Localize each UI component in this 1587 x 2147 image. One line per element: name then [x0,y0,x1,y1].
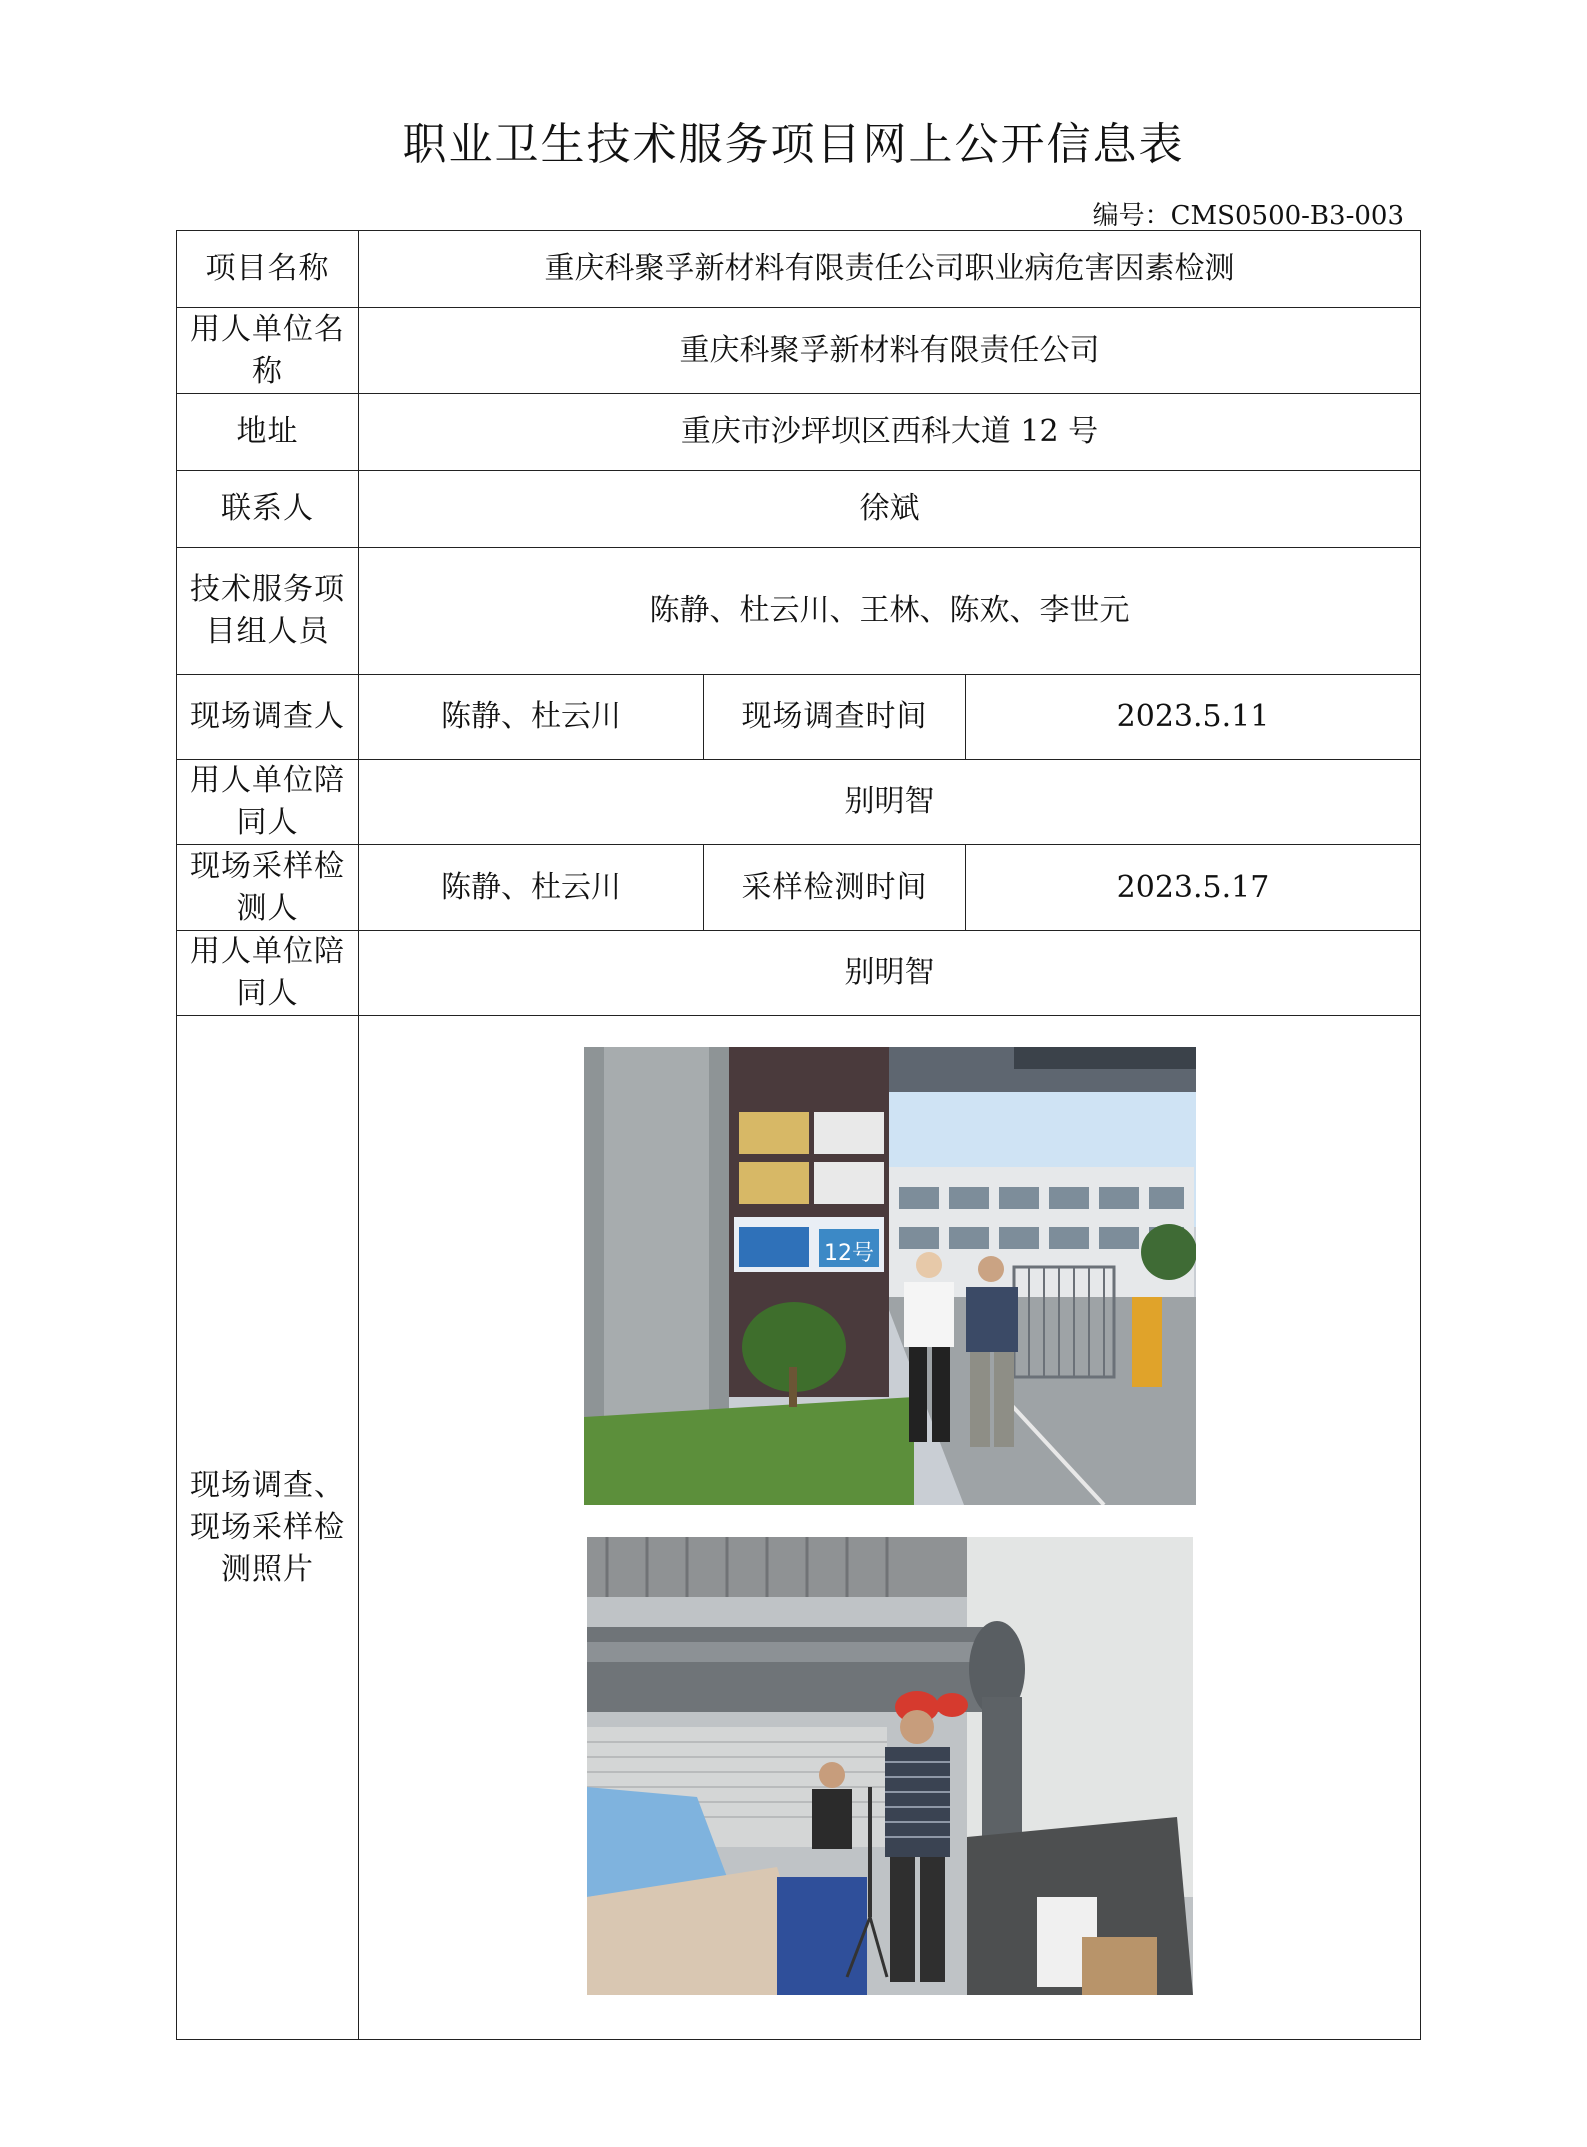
employer-label: 用人单位名称 [177,308,359,394]
sampling-escort-label: 用人单位陪同人 [177,931,359,1016]
sampling-time-value: 2023.5.17 [966,845,1421,931]
sampling-time-label: 采样检测时间 [704,845,966,931]
team-value: 陈静、杜云川、王林、陈欢、李世元 [359,548,1421,675]
survey-person-label: 现场调查人 [177,675,359,760]
table-row [177,931,1421,1016]
photos-label: 现场调查、现场采样检测照片 [177,1016,359,2040]
address-value: 重庆市沙坪坝区西科大道 12 号 [359,394,1421,471]
contact-value: 徐斌 [359,471,1421,548]
document-number: 编号：CMS0500-B3-003 [1092,201,1404,231]
table-row [177,471,1421,548]
sampling-photo [587,1537,1193,1995]
sampling-person-value: 陈静、杜云川 [359,845,704,931]
address-label: 地址 [177,394,359,471]
table-row [177,231,1421,308]
table-row [177,394,1421,471]
sampling-person-label: 现场采样检测人 [177,845,359,931]
contact-label: 联系人 [177,471,359,548]
survey-person-value: 陈静、杜云川 [359,675,704,760]
page-title: 职业卫生技术服务项目网上公开信息表 [402,119,1185,170]
survey-escort-value: 别明智 [359,760,1421,845]
table-row [177,675,1421,760]
survey-escort-label: 用人单位陪同人 [177,760,359,845]
survey-time-label: 现场调查时间 [704,675,966,760]
table-row [177,845,1421,931]
table-row [177,548,1421,675]
table-row [177,308,1421,394]
project-name-label: 项目名称 [177,231,359,308]
sampling-escort-value: 别明智 [359,931,1421,1016]
site-entrance-photo [584,1047,1196,1505]
team-label: 技术服务项目组人员 [177,548,359,675]
survey-time-value: 2023.5.11 [966,675,1421,760]
employer-value: 重庆科聚孚新材料有限责任公司 [359,308,1421,394]
project-name-value: 重庆科聚孚新材料有限责任公司职业病危害因素检测 [359,231,1421,308]
table-row [177,760,1421,845]
street-number-sign: 12号 [824,1241,874,1266]
